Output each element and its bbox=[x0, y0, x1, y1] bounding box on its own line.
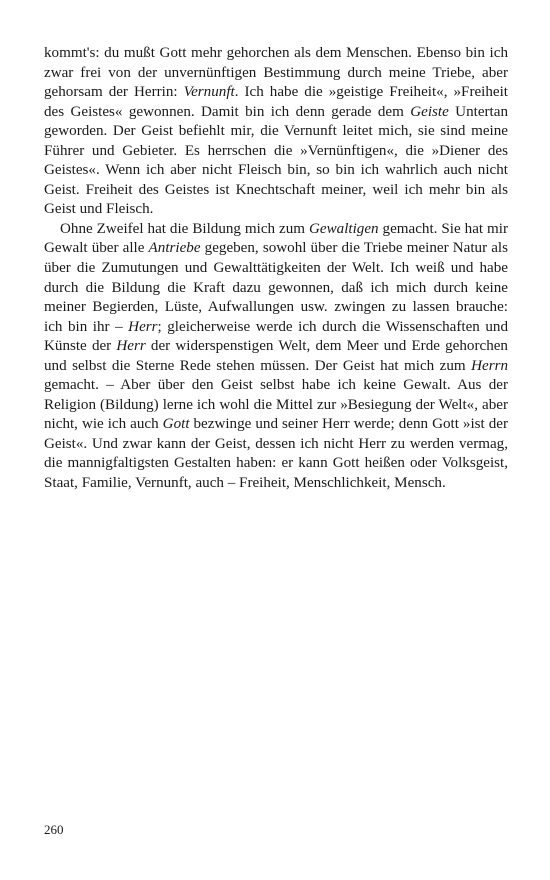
emphasis: Herr bbox=[116, 338, 146, 355]
emphasis: Gott bbox=[162, 416, 190, 433]
emphasis: Herr bbox=[128, 318, 158, 335]
text-run: gemacht. – Aber über den Geist selbst habe ich keine Gewalt. Aus der Religion (Bildung) lerne ich wohl die Mittel zur »Besiegung der Welt«, aber nicht, wie ich auch bbox=[44, 377, 508, 433]
paragraph bbox=[44, 44, 508, 220]
text-run: ; gleicherweise werde ich durch die Wissenschaften und Künste der bbox=[44, 318, 509, 355]
emphasis: Herrn bbox=[471, 357, 508, 374]
emphasis: Vernunft bbox=[183, 84, 235, 101]
emphasis: Antriebe bbox=[148, 240, 201, 257]
text-run: Ohne Zweifel hat die Bildung mich zum bbox=[60, 220, 309, 237]
emphasis: Gewaltigen bbox=[309, 220, 379, 237]
text-run: gegeben, sowohl über die Triebe meiner Natur als über die Zumutungen und Gewalttätigkeiten der Welt. Ich weiß und habe durch die Bildung die Kraft dazu gewonnen, daß ich mich durch keine meiner Begierden, Lüste, Aufwallungen usw. zwingen zu lassen brauche: ich bin ihr – bbox=[44, 240, 509, 335]
text-run: Untertan geworden. Der Geist befiehlt mir, die Vernunft leitet mich, sie sind meine Führer und Gebieter. Es herrschen die »Vernünftigen«, die »Diener des Geistes«. Wenn ich aber nicht Fleisch bin, so bin ich wahrlich auch nicht Geist. Freiheit des Geistes ist Knechtschaft meiner, weil ich mehr bin als Geist und Fleisch. bbox=[44, 103, 508, 218]
page-number: 260 bbox=[44, 822, 64, 837]
paragraph bbox=[44, 220, 508, 494]
text-run: . Ich habe die »geistige Freiheit«, »Freiheit des Geistes« gewonnen. Damit bin ich denn gerade dem bbox=[44, 84, 508, 120]
page-body bbox=[44, 44, 508, 494]
text-run: bezwinge und seiner Herr werde; denn Gott »ist der Geist«. Und zwar kann der Geist, dessen ich nicht Herr zu werden vermag, die mannigfaltigsten Gestalten haben: er kann Gott heißen oder Volksgeist, Staat, Familie, Vernunft, auch – Freiheit, Menschlichkeit, Mensch. bbox=[44, 416, 508, 492]
emphasis: Geiste bbox=[410, 103, 449, 120]
text-run: gemacht. Sie hat mir Gewalt über alle bbox=[44, 220, 508, 257]
text-run: kommt's: du mußt Gott mehr gehorchen als dem Menschen. Ebenso bin ich zwar frei von der unvernünftigen Bestimmung durch meine Triebe, aber gehorsam der Herrin: bbox=[44, 45, 508, 101]
text-run: der widerspenstigen Welt, dem Meer und Erde gehorchen und selbst die Sterne Rede stehen müssen. Der Geist hat mich zum bbox=[44, 338, 508, 374]
